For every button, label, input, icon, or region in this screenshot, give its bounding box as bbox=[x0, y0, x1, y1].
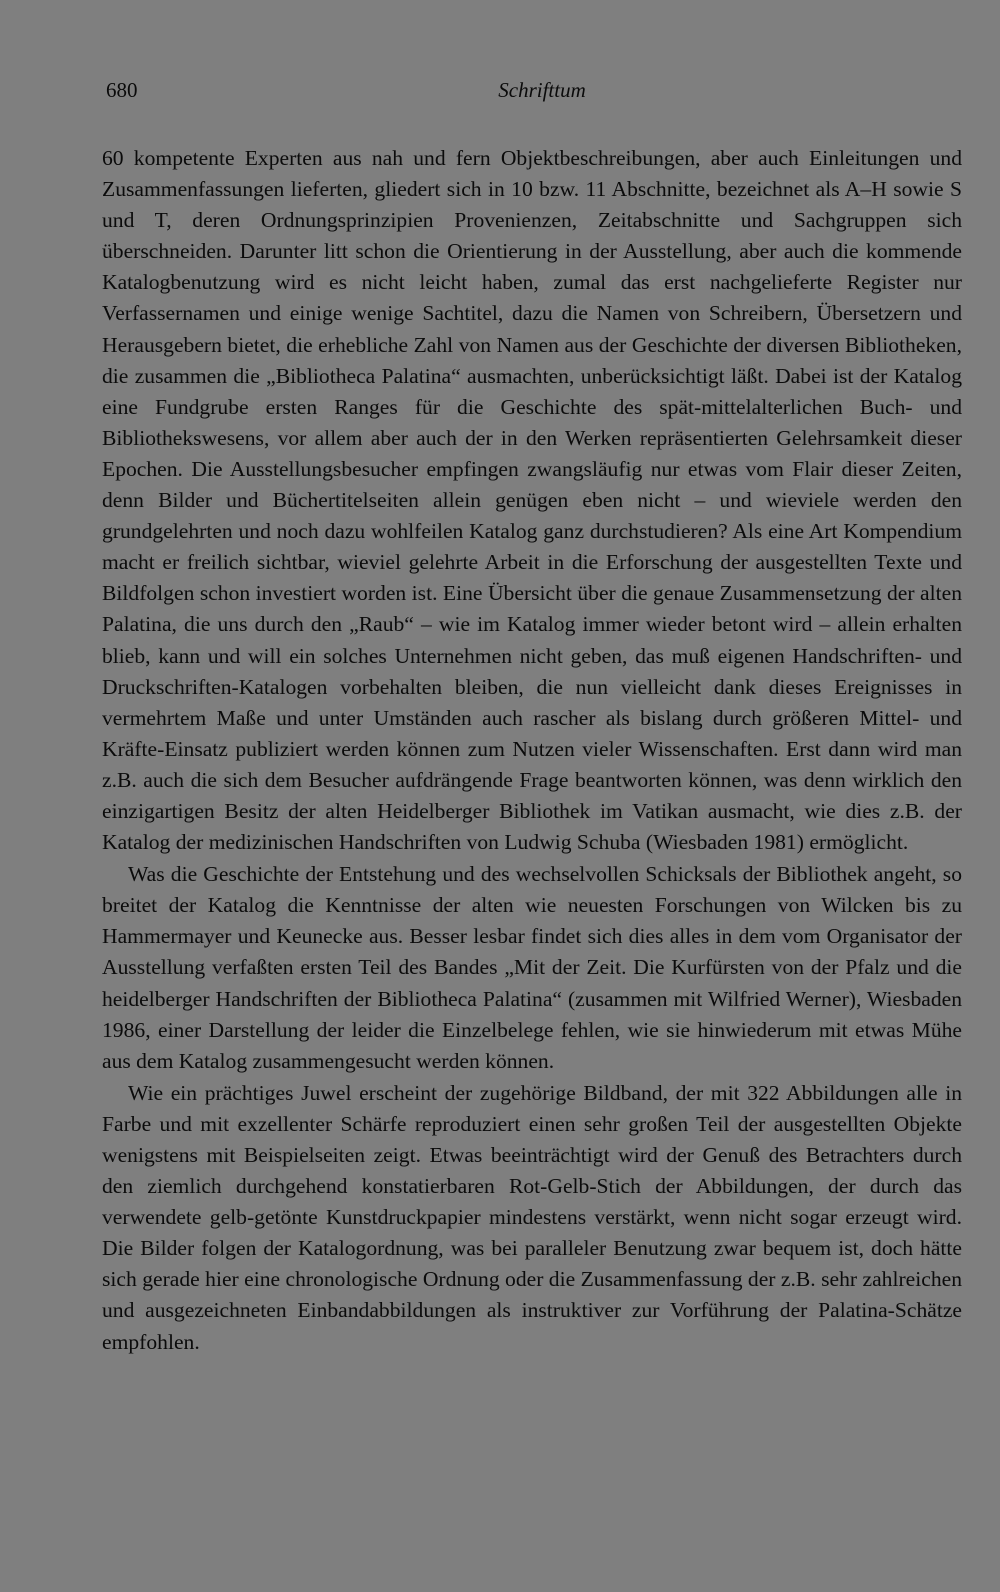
running-title: Schrifttum bbox=[498, 78, 586, 102]
page-number: 680 bbox=[106, 78, 138, 102]
paragraph-3: Wie ein prächtiges Juwel erscheint der zugehörige Bildband, der mit 322 Abbildungen alle in Farbe und mit exzellenter Schärfe reproduziert einen sehr großen Teil der ausgestellten Objekte wenigstens mit Beispielseiten zeigt. Etwas beeinträchtigt wird der Genuß des Betrachters durch den ziemlich durchgehend konstatierbaren Rot-Gelb-Stich der Abbildungen, der durch das verwendete gelb-getönte Kunstdruckpapier mindestens verstärkt, wenn nicht sogar erzeugt wird. Die Bilder folgen der Katalogordnung, was bei paralleler Benutzung zwar bequem ist, doch hätte sich gerade hier eine chronologische Ordnung oder die Zusammenfassung der z.B. sehr zahlreichen und ausgezeichneten Einbandabbildungen als instruktiver zur Vorführung der Palatina-Schätze empfohlen. bbox=[102, 1080, 962, 1354]
paragraph-1: 60 kompetente Experten aus nah und fern Objektbeschreibungen, aber auch Einleitungen und Zusammenfassungen lieferten, gliedert sich in 10 bzw. 11 Abschnitte, bezeichnet als A–H sowie S und T, deren Ordnungsprinzipien Provenienzen, Zeitabschnitte und Sachgruppen sich überschneiden. Darunter litt schon die Orientierung in der Ausstellung, aber auch die kommende Katalogbenutzung wird es nicht leicht haben, zumal das erst nachgelieferte Register nur Verfassernamen und einige wenige Sachtitel, dazu die Namen von Schreibern, Übersetzern und Herausgebern bietet, die erhebliche Zahl von Namen aus der Geschichte der diversen Bibliotheken, die zusammen die „Bibliotheca Palatina“ ausmachten, unberücksichtigt läßt. Dabei ist der Katalog eine Fundgrube ersten Ranges für die Geschichte des spät-mittelalterlichen Buch- und Bibliothekswesens, vor allem aber auch der in den Werken repräsentierten Gelehrsamkeit dieser Epochen. Die Ausstellungsbesucher empfingen zwangsläufig nur etwas vom Flair dieser Zeiten, denn Bilder und Büchertitelseiten allein genügen eben nicht – und wieviele werden den grundgelehrten und noch dazu wohlfeilen Katalog ganz durchstudieren? Als eine Art Kompendium macht er freilich sichtbar, wieviel gelehrte Arbeit in die Erforschung der ausgestellten Texte und Bildfolgen schon investiert worden ist. Eine Übersicht über die genaue Zusammensetzung der alten Palatina, die uns durch den „Raub“ – wie im Katalog immer wieder betont wird – allein erhalten blieb, kann und will ein solches Unternehmen nicht geben, das muß eigenen Handschriften- und Druckschriften-Katalogen vorbehalten bleiben, die nun vielleicht dank dieses Ereignisses in vermehrtem Maße und unter Umständen auch rascher als bislang durch größeren Mittel- und Kräfte-Einsatz publiziert werden können zum Nutzen vieler Wissenschaften. Erst dann wird man z.B. auch die sich dem Besucher aufdrängende Frage beantworten können, was denn wirklich den einzigartigen Besitz der alten Heidelberger Bibliothek im Vatikan ausmacht, wie dies z.B. der Katalog der medizinischen Handschriften von Ludwig Schuba (Wiesbaden 1981) ermöglicht. bbox=[102, 146, 962, 855]
page-header bbox=[104, 78, 960, 108]
paragraph-2: Was die Geschichte der Entstehung und des wechselvollen Schicksals der Bibliothek angeht, so breitet der Katalog die Kenntnisse der alten wie neuesten Forschungen von Wilcken bis zu Hammermayer und Keunecke aus. Besser lesbar findet sich dies alles in dem vom Organisator der Ausstellung verfaßten ersten Teil des Bandes „Mit der Zeit. Die Kurfürsten von der Pfalz und die heidelberger Handschriften der Bibliotheca Palatina“ (zusammen mit Wilfried Werner), Wiesbaden 1986, einer Darstellung der leider die Einzelbelege fehlen, wie sie hinwiederum mit etwas Mühe aus dem Katalog zusammengesucht werden können. bbox=[102, 862, 962, 1073]
body-text bbox=[102, 143, 962, 1358]
